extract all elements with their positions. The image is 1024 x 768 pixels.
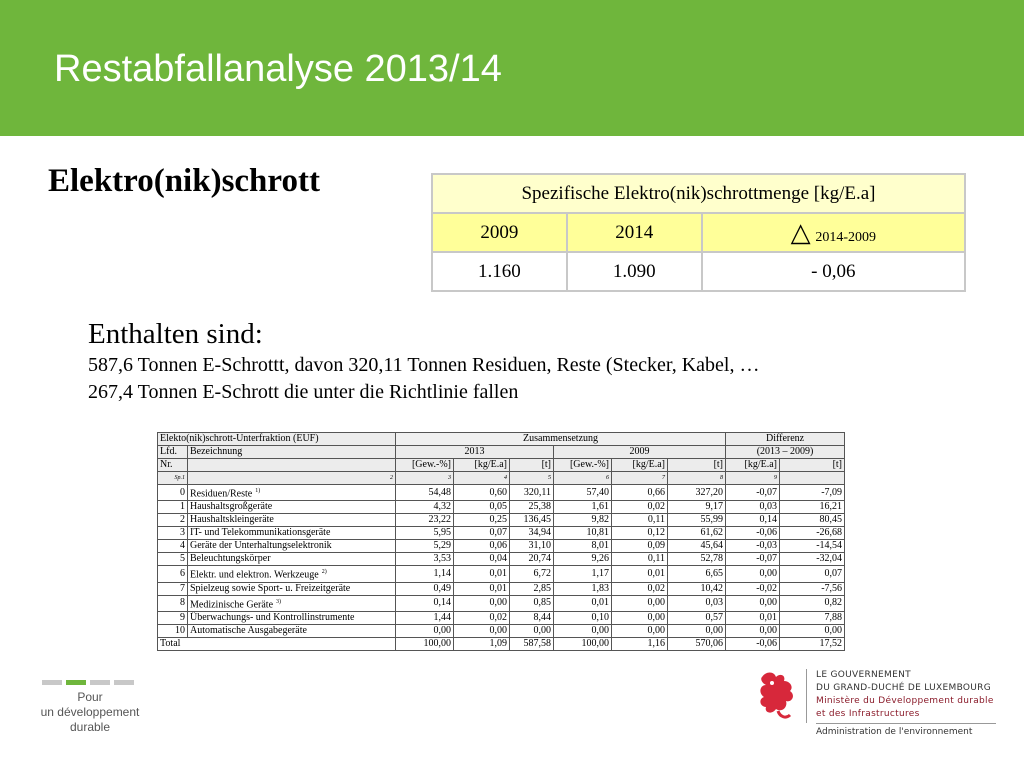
row-name-text: Beleuchtungskörper	[190, 553, 271, 565]
row-value: 10,81	[554, 527, 612, 540]
row-value: 0,00	[454, 624, 510, 637]
row-value: 0,00	[726, 624, 780, 637]
det-spalte-6: 6	[554, 472, 612, 485]
table-row	[158, 566, 845, 582]
det-spalte-9b	[780, 472, 845, 485]
spec-val-2009: 1.160	[432, 252, 567, 291]
row-nr: 8	[158, 595, 188, 611]
det-spalte-8: 8	[668, 472, 726, 485]
row-name-text: IT- und Telekommunikationsgeräte	[190, 527, 331, 539]
det-head-nr: Nr.	[158, 459, 188, 472]
row-value: 45,64	[668, 540, 726, 553]
row-value: -7,56	[780, 582, 845, 595]
row-nr: 6	[158, 566, 188, 582]
row-name	[188, 611, 396, 624]
total-value: -0,06	[726, 637, 780, 650]
sustainable-development-logo	[40, 678, 140, 735]
total-value: 1,16	[612, 637, 668, 650]
spec-col-delta	[702, 213, 965, 252]
row-nr: 9	[158, 611, 188, 624]
row-value: 0,07	[780, 566, 845, 582]
row-value: 0,03	[668, 595, 726, 611]
delta-icon: △	[790, 217, 811, 247]
det-unit-kg-diff: [kg/E.a]	[726, 459, 780, 472]
row-value: 0,02	[612, 501, 668, 514]
table-row	[158, 527, 845, 540]
row-value: 0,85	[510, 595, 554, 611]
row-footnote: 3)	[276, 598, 282, 605]
spec-table-head: Spezifische Elektro(nik)schrottmenge [kg/E.a]	[432, 174, 965, 213]
row-value: 6,65	[668, 566, 726, 582]
row-value: 0,01	[612, 566, 668, 582]
row-value: 0,82	[780, 595, 845, 611]
row-value: -0,07	[726, 485, 780, 501]
row-value: 9,26	[554, 553, 612, 566]
row-value: 0,66	[612, 485, 668, 501]
row-value: 0,00	[454, 595, 510, 611]
administration-name: Administration de l'environnement	[816, 727, 973, 737]
row-value: 25,38	[510, 501, 554, 514]
row-nr: 0	[158, 485, 188, 501]
row-value: 0,25	[454, 514, 510, 527]
det-head-bez: Bezeichnung	[188, 446, 396, 459]
table-row	[158, 501, 845, 514]
det-unit-gew-2013: [Gew.-%]	[396, 459, 454, 472]
det-head-range: (2013 – 2009)	[726, 446, 845, 459]
row-name	[188, 553, 396, 566]
row-name-text: Medizinische Geräte	[190, 598, 274, 610]
det-spalte-3: 3	[396, 472, 454, 485]
row-value: 0,06	[454, 540, 510, 553]
row-value: -0,06	[726, 527, 780, 540]
specific-amount-table	[431, 173, 966, 292]
table-row	[158, 582, 845, 595]
row-value: 20,74	[510, 553, 554, 566]
det-head-fraction: Elekto(nik)schrott-Unterfraktion (EUF)	[158, 433, 396, 446]
row-value: 0,01	[726, 611, 780, 624]
row-value: 16,21	[780, 501, 845, 514]
row-value: 0,01	[454, 582, 510, 595]
ministry-line-1: Ministère du Développement durable	[816, 696, 994, 706]
row-value: 0,11	[612, 514, 668, 527]
row-name-text: Spielzeug sowie Sport- u. Freizeitgeräte	[190, 582, 351, 594]
total-value: 570,06	[668, 637, 726, 650]
contents-note	[88, 316, 968, 406]
total-value: 17,52	[780, 637, 845, 650]
row-value: 0,57	[668, 611, 726, 624]
det-head-difference: Differenz	[726, 433, 845, 446]
row-value: -0,07	[726, 553, 780, 566]
row-value: 0,14	[396, 595, 454, 611]
row-name-text: Automatische Ausgabegeräte	[190, 624, 307, 636]
row-value: 55,99	[668, 514, 726, 527]
admin-divider	[816, 723, 996, 724]
logo-line-3: durable	[69, 720, 111, 734]
row-value: 0,00	[396, 624, 454, 637]
row-value: 31,10	[510, 540, 554, 553]
contents-line-1: 587,6 Tonnen E-Schrottt, davon 320,11 Tonnen Residuen, Reste (Stecker, Kabel, …	[88, 354, 760, 376]
row-name	[188, 624, 396, 637]
table-row	[158, 611, 845, 624]
row-value: 0,04	[454, 553, 510, 566]
det-unit-kg-2013: [kg/E.a]	[454, 459, 510, 472]
row-name-text: Elektr. und elektron. Werkzeuge	[190, 569, 319, 581]
row-nr: 4	[158, 540, 188, 553]
logo-line-1: Pour	[77, 690, 103, 704]
det-head-lfd: Lfd.	[158, 446, 188, 459]
row-value: 0,09	[612, 540, 668, 553]
table-row	[158, 540, 845, 553]
det-unit-gew-2009: [Gew.-%]	[554, 459, 612, 472]
table-row	[158, 553, 845, 566]
section-title: Elektro(nik)schrott	[48, 163, 320, 199]
contents-line-2: 267,4 Tonnen E-Schrott die unter die Richtlinie fallen	[88, 381, 519, 403]
row-value: 0,07	[454, 527, 510, 540]
row-nr: 2	[158, 514, 188, 527]
det-unit-t-2009: [t]	[668, 459, 726, 472]
table-row	[158, 514, 845, 527]
row-value: 9,82	[554, 514, 612, 527]
row-name-text: Geräte der Unterhaltungselektronik	[190, 540, 332, 552]
total-value: 100,00	[554, 637, 612, 650]
total-value: 587,58	[510, 637, 554, 650]
government-logo	[756, 665, 1006, 765]
row-value: 54,48	[396, 485, 454, 501]
row-value: 2,85	[510, 582, 554, 595]
row-value: 0,60	[454, 485, 510, 501]
spec-col-2014: 2014	[567, 213, 702, 252]
row-value: 9,17	[668, 501, 726, 514]
spec-val-delta: - 0,06	[702, 252, 965, 291]
det-spalte-2: 2	[188, 472, 396, 485]
row-name-text: Haushaltsgroßgeräte	[190, 501, 273, 513]
row-nr: 3	[158, 527, 188, 540]
table-row	[158, 624, 845, 637]
row-value: 1,44	[396, 611, 454, 624]
row-value: 1,61	[554, 501, 612, 514]
row-value: 0,14	[726, 514, 780, 527]
logo-line-2: un développement	[40, 705, 140, 719]
det-head-2013: 2013	[396, 446, 554, 459]
row-value: 5,95	[396, 527, 454, 540]
row-value: 0,00	[612, 611, 668, 624]
ministry-line-2: et des Infrastructures	[816, 709, 920, 719]
row-value: 0,05	[454, 501, 510, 514]
row-value: 5,29	[396, 540, 454, 553]
row-value: 0,00	[726, 595, 780, 611]
row-value: 8,01	[554, 540, 612, 553]
row-value: -7,09	[780, 485, 845, 501]
row-name	[188, 595, 396, 611]
row-value: 0,00	[510, 624, 554, 637]
det-unit-t-2013: [t]	[510, 459, 554, 472]
row-nr: 10	[158, 624, 188, 637]
total-value: 1,09	[454, 637, 510, 650]
row-name	[188, 485, 396, 501]
row-value: 0,02	[612, 582, 668, 595]
row-value: 80,45	[780, 514, 845, 527]
row-name-text: Residuen/Reste	[190, 488, 253, 500]
row-value: 0,00	[726, 566, 780, 582]
row-value: 4,32	[396, 501, 454, 514]
row-value: -32,04	[780, 553, 845, 566]
total-label: Total	[158, 637, 396, 650]
page-title: Restabfallanalyse 2013/14	[54, 48, 502, 90]
gov-line-1: LE GOUVERNEMENT	[816, 670, 911, 680]
row-value: 0,01	[554, 595, 612, 611]
row-value: 1,17	[554, 566, 612, 582]
row-value: 0,49	[396, 582, 454, 595]
row-nr: 5	[158, 553, 188, 566]
row-value: 327,20	[668, 485, 726, 501]
det-unit-t-diff: [t]	[780, 459, 845, 472]
row-value: -0,03	[726, 540, 780, 553]
header-bar	[0, 0, 1024, 136]
row-value: 52,78	[668, 553, 726, 566]
row-value: -0,02	[726, 582, 780, 595]
row-name-text: Haushaltskleingeräte	[190, 514, 274, 526]
row-name	[188, 527, 396, 540]
row-value: 0,00	[612, 624, 668, 637]
row-name	[188, 501, 396, 514]
det-spalte-9a: 9	[726, 472, 780, 485]
row-name-text: Überwachungs- und Kontrollinstrumente	[190, 611, 355, 623]
table-total-row	[158, 637, 845, 650]
row-value: 0,00	[612, 595, 668, 611]
det-spalte-7: 7	[612, 472, 668, 485]
det-spalte-4: 4	[454, 472, 510, 485]
row-value: 0,00	[668, 624, 726, 637]
row-value: 3,53	[396, 553, 454, 566]
row-footnote: 1)	[255, 488, 261, 494]
spec-val-2014: 1.090	[567, 252, 702, 291]
row-value: 61,62	[668, 527, 726, 540]
row-value: 23,22	[396, 514, 454, 527]
row-nr: 1	[158, 501, 188, 514]
row-value: 1,83	[554, 582, 612, 595]
row-value: 8,44	[510, 611, 554, 624]
row-value: 0,12	[612, 527, 668, 540]
det-head-composition: Zusammensetzung	[396, 433, 726, 446]
det-spalte-5: 5	[510, 472, 554, 485]
contents-heading: Enthalten sind:	[88, 318, 263, 350]
row-value: -26,68	[780, 527, 845, 540]
row-name	[188, 514, 396, 527]
row-value: 0,02	[454, 611, 510, 624]
det-spalte-1: Sp.1	[158, 472, 188, 485]
row-value: 0,03	[726, 501, 780, 514]
table-row	[158, 485, 845, 501]
det-unit-kg-2009: [kg/E.a]	[612, 459, 668, 472]
row-value: 0,00	[554, 624, 612, 637]
table-row	[158, 595, 845, 611]
row-value: 10,42	[668, 582, 726, 595]
row-footnote: 2)	[321, 569, 327, 576]
row-value: 0,01	[454, 566, 510, 582]
total-value: 100,00	[396, 637, 454, 650]
row-value: 6,72	[510, 566, 554, 582]
det-head-empty	[188, 459, 396, 472]
logo-divider	[806, 669, 807, 723]
delta-range: 2014-2009	[815, 229, 876, 245]
row-value: 320,11	[510, 485, 554, 501]
row-value: 7,88	[780, 611, 845, 624]
row-value: 34,94	[510, 527, 554, 540]
red-lion-icon	[756, 667, 800, 721]
row-name	[188, 540, 396, 553]
row-value: 57,40	[554, 485, 612, 501]
dashes-icon	[40, 678, 140, 686]
row-value: 0,11	[612, 553, 668, 566]
row-name	[188, 566, 396, 582]
row-value: 0,00	[780, 624, 845, 637]
row-name	[188, 582, 396, 595]
row-nr: 7	[158, 582, 188, 595]
row-value: 0,10	[554, 611, 612, 624]
row-value: -14,54	[780, 540, 845, 553]
detail-table	[157, 432, 845, 651]
gov-line-2: DU GRAND-DUCHÉ DE LUXEMBOURG	[816, 683, 991, 693]
det-head-2009: 2009	[554, 446, 726, 459]
row-value: 136,45	[510, 514, 554, 527]
row-value: 1,14	[396, 566, 454, 582]
spec-col-2009: 2009	[432, 213, 567, 252]
